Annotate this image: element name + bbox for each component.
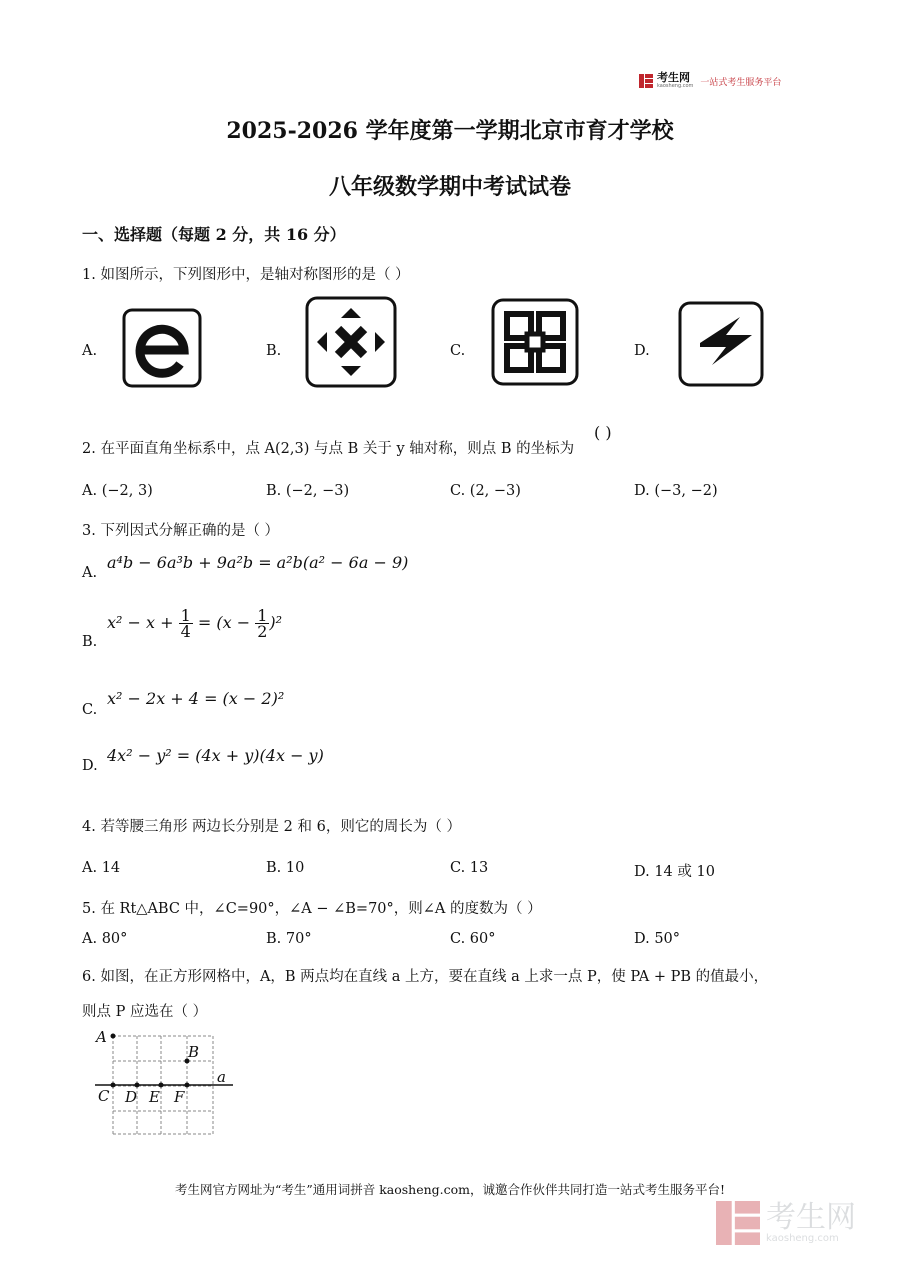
q1-option-a-label: A. — [82, 343, 98, 359]
figure-a-e-icon — [122, 308, 202, 388]
q3-b-frac1 — [179, 608, 193, 639]
q3-b-frac2-num: 1 — [257, 606, 268, 625]
q3-b-frac2-den: 2 — [257, 622, 268, 641]
q5-option-d: D. 50° — [634, 931, 681, 947]
q3-b-rhs: )² — [269, 613, 283, 632]
q2-answer-paren: ( ) — [594, 423, 612, 442]
watermark-text — [766, 1199, 856, 1244]
q3-b-frac2 — [255, 608, 269, 639]
q1-option-d-label: D. — [634, 343, 650, 359]
figure-c-knot-icon — [491, 298, 579, 386]
q4-option-c: C. 13 — [450, 860, 489, 876]
q3-option-a-label: A. — [82, 565, 98, 581]
q1-text: 1. 如图所示，下列图形中，是轴对称图形的是（ ） — [82, 267, 410, 283]
q3-option-c-label: C. — [82, 702, 98, 718]
section-heading: 一、选择题（每题 2 分，共 16 分） — [82, 225, 346, 244]
q6-point-a — [111, 1034, 116, 1039]
q5-text: 5. 在 Rt△ABC 中，∠C=90°，∠A − ∠B=70°，则∠A 的度数为（ ） — [82, 901, 542, 917]
q3-text: 3. 下列因式分解正确的是（ ） — [82, 523, 280, 539]
watermark-domain: kaosheng.com — [766, 1232, 839, 1244]
q6-point-c — [111, 1083, 116, 1088]
q3-b-frac1-den: 4 — [180, 622, 191, 641]
kaosheng-logo-icon — [639, 74, 653, 88]
q6-label-b: B — [188, 1043, 200, 1061]
q2-option-b: B. (−2, −3) — [266, 483, 350, 499]
q6-point-d — [135, 1083, 140, 1088]
q2-option-c: C. (2, −3) — [450, 483, 521, 499]
q6-label-f: F — [174, 1088, 185, 1106]
logo-name: 考生网 — [657, 71, 690, 84]
q5-option-c: C. 60° — [450, 931, 496, 947]
q6-point-f — [185, 1083, 190, 1088]
q3-option-c-expr: x² − 2x + 4 = (x − 2)² — [107, 689, 285, 708]
q3-option-b-label: B. — [82, 634, 98, 650]
q5-option-b: B. 70° — [266, 931, 312, 947]
q3-b-lhs: x² − x + — [107, 613, 179, 632]
q6-label-line-a: a — [217, 1068, 226, 1086]
q4-option-d: D. 14 或 10 — [634, 864, 715, 880]
figure-d-chevron-icon — [678, 301, 764, 387]
q6-text-line2: 则点 P 应选在（ ） — [82, 1004, 208, 1020]
header-logo — [639, 73, 781, 89]
q4-option-b: B. 10 — [266, 860, 305, 876]
q6-point-e — [159, 1083, 164, 1088]
q6-label-d: D — [125, 1088, 138, 1106]
q1-option-b-label: B. — [266, 343, 282, 359]
q6-label-a: A — [96, 1028, 107, 1046]
logo-slogan: 一站式考生服务平台 — [700, 77, 782, 88]
logo-text-block — [657, 73, 693, 89]
watermark-logo-icon — [716, 1201, 760, 1245]
q5-option-a: A. 80° — [82, 931, 128, 947]
exam-title-line2: 八年级数学期中考试试卷 — [328, 174, 571, 200]
q2-option-d: D. (−3, −2) — [634, 483, 718, 499]
q4-text: 4. 若等腰三角形 两边长分别是 2 和 6，则它的周长为（ ） — [82, 819, 461, 835]
q3-option-a-expr: a⁴b − 6a³b + 9a²b = a²b(a² − 6a − 9) — [107, 553, 409, 572]
figure-b-x-arrows-icon — [305, 296, 397, 388]
q6-grid-figure — [90, 1026, 240, 1138]
watermark-name: 考生网 — [766, 1199, 856, 1235]
q3-b-frac1-num: 1 — [180, 606, 191, 625]
q2-option-a: A. (−2, 3) — [82, 483, 153, 499]
logo-domain: kaosheng.com — [657, 83, 694, 89]
q3-option-b-expr — [107, 608, 282, 639]
q6-label-e: E — [149, 1088, 160, 1106]
footer-text: 考生网官方网址为“考生”通用词拼音 kaosheng.com，诚邀合作伙伴共同打造一站式考生服务平台! — [174, 1182, 726, 1197]
q4-option-a: A. 14 — [82, 860, 121, 876]
q3-option-d-expr: 4x² − y² = (4x + y)(4x − y) — [107, 746, 324, 765]
watermark — [716, 1201, 856, 1245]
q2-text: 2. 在平面直角坐标系中，点 A(2,3) 与点 B 关于 y 轴对称，则点 B 的坐标为 — [82, 441, 575, 457]
exam-title-line1: 2025-2026 学年度第一学期北京市育才学校 — [226, 118, 674, 144]
q3-b-mid: = (x − — [192, 613, 256, 632]
q6-text-line1: 6. 如图，在正方形网格中，A，B 两点均在直线 a 上方，要在直线 a 上求一点 P，使 PA + PB 的值最小， — [82, 969, 769, 985]
q1-option-c-label: C. — [450, 343, 466, 359]
q6-label-c: C — [98, 1087, 110, 1105]
q3-option-d-label: D. — [82, 758, 98, 774]
